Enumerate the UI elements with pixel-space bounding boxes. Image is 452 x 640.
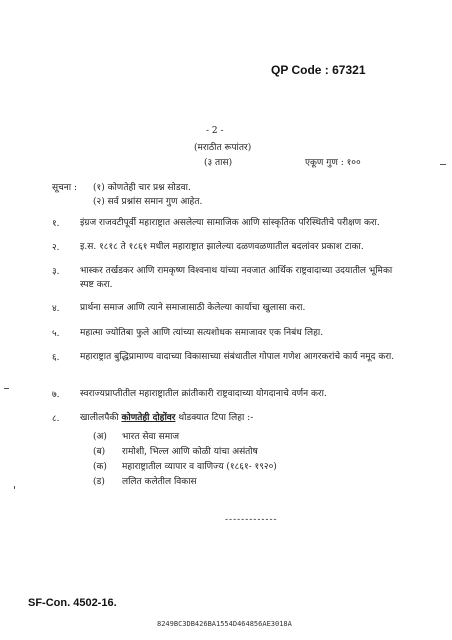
scan-mark [14, 486, 15, 489]
question-number: ५. [52, 329, 60, 339]
question-number: ७. [52, 390, 60, 400]
question-text: स्वराज्यप्राप्तीतील महाराष्ट्रातील क्रांतीकारी राष्ट्रवादाच्या योगदानाचे वर्णन करा. [80, 389, 327, 399]
option-text: महाराष्ट्रातील व्यापार व वाणिज्य (१८६१- १९२०) [122, 462, 277, 472]
question-text-lead: खालीलपैकी [80, 413, 122, 423]
duration: (३ तास) [204, 158, 233, 168]
question-number: ३. [52, 267, 60, 277]
scan-mark [440, 164, 446, 165]
option-text: ललित कलेतील विकास [122, 477, 197, 487]
document-hash: 8249BC3DB426BA1554D464856AE3018A [157, 620, 292, 628]
instruction-item: (१) कोणतेही चार प्रश्न सोडवा. [93, 183, 191, 193]
question-text: महात्मा ज्योतिबा फुले आणि त्यांच्या सत्यशोधक समाजावर एक निबंध लिहा. [80, 328, 324, 338]
question-text: महाराष्ट्रात बुद्धिप्रामाण्य वादाच्या विकासाच्या संबंधातील गोपाल गणेश आगरकरांचे कार्य नमूद करा. [80, 352, 395, 362]
qp-code: QP Code : 67321 [271, 63, 366, 77]
option-marker: (क) [93, 462, 107, 472]
question-text: प्रार्थना समाज आणि त्याने समाजासाठी केलेल्या कार्याचा खुलासा करा. [80, 303, 306, 313]
question-text-tail: थोडक्यात टिपा लिहा :- [175, 413, 254, 423]
scan-mark [4, 388, 9, 389]
option-marker: (ब) [93, 447, 106, 457]
option-text: भारत सेवा समाज [122, 432, 180, 442]
instruction-item: (२) सर्व प्रश्नांस समान गुण आहेत. [93, 197, 203, 207]
question-text [80, 411, 400, 425]
subtitle: (मराठीत रूपांतर) [194, 143, 252, 153]
question-text-emphasis: कोणतेही दोहोंवर [121, 413, 176, 423]
question-number: २. [52, 243, 60, 253]
question-number: १. [52, 219, 60, 229]
question-text: इ.स. १८१८ ते १८६१ मधील महाराष्ट्रात झालेल्या दळणवळणातील बदलांवर प्रकाश टाका. [80, 242, 364, 252]
option-marker: (अ) [93, 432, 107, 442]
question-text: भास्कर तर्खडकर आणि रामकृष्ण विश्वनाथ यांच्या नवजात आर्थिक राष्ट्रवादाच्या उदयातील भूमिका स्पष्ट करा. [80, 266, 393, 290]
total-marks: एकूण गुण : १०० [305, 158, 361, 168]
instructions-label: सूचना : [52, 183, 78, 193]
end-rule: ------------- [225, 515, 278, 525]
paper-code: SF-Con. 4502-16. [28, 597, 117, 609]
question-number: ६. [52, 353, 60, 363]
question-text: इंग्रज राजवटीपूर्वी महाराष्ट्रात असलेल्या सामाजिक आणि सांस्कृतिक परिस्थितीचे परीक्षण करा. [80, 218, 380, 228]
question-number: ८. [52, 414, 60, 424]
question-number: ४. [52, 304, 60, 314]
page-marker: - 2 - [206, 126, 224, 136]
option-marker: (ड) [93, 477, 105, 487]
option-text: रामोशी, भिल्ल आणि कोळी यांचा असंतोष [122, 447, 258, 457]
